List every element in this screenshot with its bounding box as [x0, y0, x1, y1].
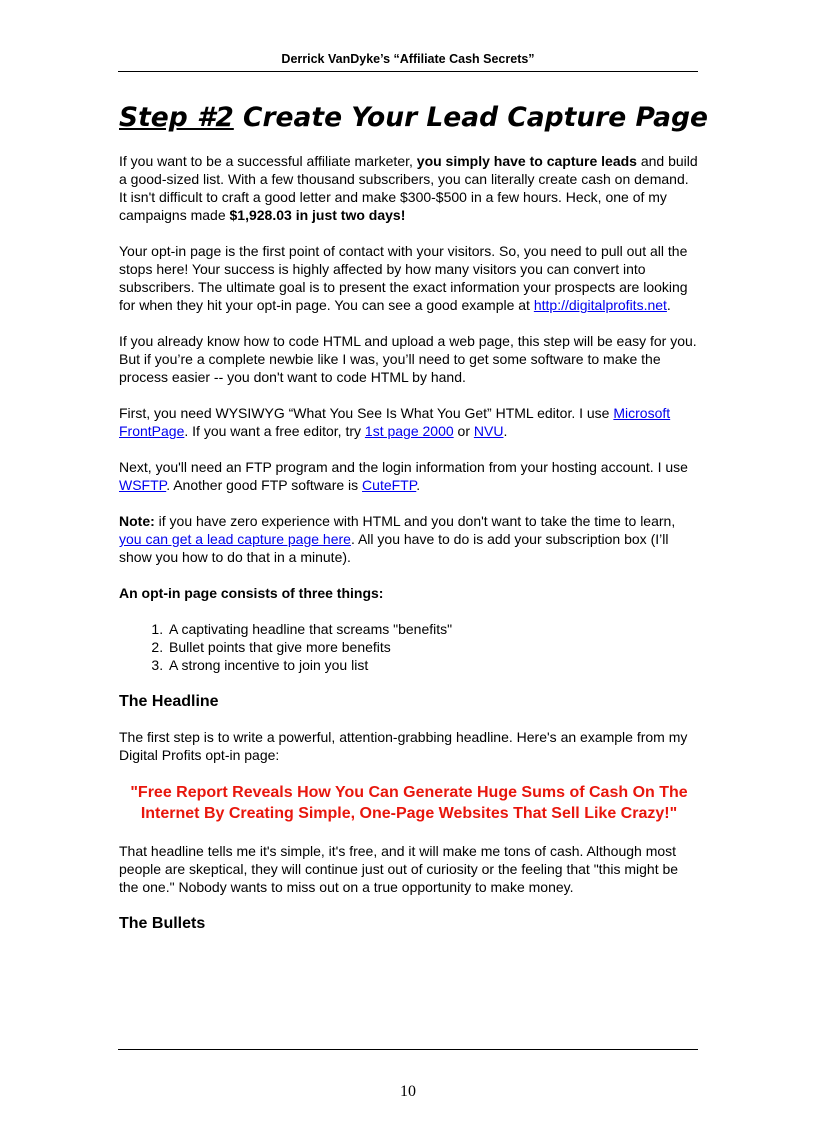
text-run: Your opt-in page is the first point of contact with your visitors. So, you need to pull out all the stops here! Your success is highly affected by how many visitors you can convert into subscribers. The ultimate goal is to present the exact information your prospects are looking for when they hit your opt-in page. You can see a good example at [119, 243, 688, 313]
text-run: or [453, 423, 474, 439]
page-content [119, 98, 709, 950]
text-run: . All you have to do is add your subscription box (I’ll show you how to do that in a minute). [119, 531, 669, 565]
frontpage-link[interactable]: Microsoft FrontPage [119, 405, 671, 439]
bold-text: $1,928.03 in just two days! [229, 207, 406, 223]
paragraph-opt-in-page [119, 242, 699, 314]
running-header: Derrick VanDyke’s “Affiliate Cash Secrets” [281, 52, 535, 66]
1st-page-2000-link[interactable]: 1st page 2000 [364, 423, 454, 439]
paragraph-ftp-program [119, 458, 699, 494]
list-item: 1. A captivating headline that screams "benefits" [167, 620, 699, 638]
list-item: 2. Bullet points that give more benefits [167, 638, 699, 656]
example-headline-quote: "Free Report Reveals How You Can Generate Huge Sums of Cash On The Internet By Creating Simple, One-Page Websites That Sell Like Crazy!" [130, 784, 688, 822]
text-run: and build a good-sized list. With a few thousand subscribers, you can literally create cash on demand. It isn't difficult to craft a good letter and make $300-$500 in a few hours. Heck, one of my campaigns made [119, 153, 698, 223]
text-run: . [416, 477, 421, 493]
paragraph-headline-intro: The first step is to write a powerful, attention-grabbing headline. Here's an example from my Digital Profits opt-in page: [119, 729, 688, 763]
step-title: Create Your Lead Capture Page [233, 102, 709, 133]
section-heading-bullets: The Bullets [119, 915, 206, 932]
digitalprofits-link[interactable]: http://digitalprofits.net [533, 297, 667, 313]
text-run: if you have zero experience with HTML and you don't want to take the time to learn, [154, 513, 676, 529]
text-run: First, you need WYSIWYG “What You See Is What You Get” HTML editor. I use [119, 405, 614, 421]
wsftp-link[interactable]: WSFTP [119, 477, 167, 493]
page-title [119, 98, 709, 138]
paragraph-note [119, 512, 699, 566]
cuteftp-link[interactable]: CuteFTP [362, 477, 417, 493]
list-item: 3. A strong incentive to join you list [167, 656, 699, 674]
page-number: 10 [400, 1083, 416, 1100]
note-label: Note: [119, 513, 155, 529]
opt-in-list [119, 620, 699, 674]
text-run: . Another good FTP software is [166, 477, 363, 493]
paragraph-capture-leads [119, 152, 699, 224]
text-run: . [503, 423, 508, 439]
text-run: . If you want a free editor, try [184, 423, 365, 439]
footer-divider [118, 1049, 698, 1050]
header-divider [118, 71, 698, 72]
paragraph-headline-analysis: That headline tells me it's simple, it's free, and it will make me tons of cash. Although most people are skeptical, they will continue just out of curiosity or the feeling that "this might be the one." Nobody wants to miss out on a true opportunity to make money. [119, 843, 679, 895]
paragraph-html-editor [119, 404, 699, 440]
lead-capture-page-link[interactable]: you can get a lead capture page here [119, 531, 351, 547]
text-run: If you want to be a successful affiliate marketer, [119, 153, 417, 169]
opt-in-subheading: An opt-in page consists of three things: [119, 585, 384, 601]
step-label: Step #2 [119, 102, 234, 133]
nvu-link[interactable]: NVU [473, 423, 504, 439]
text-run: Next, you'll need an FTP program and the login information from your hosting account. I use [119, 459, 688, 475]
text-run: . [666, 297, 671, 313]
section-heading-headline: The Headline [119, 693, 219, 710]
bold-text: you simply have to capture leads [416, 153, 637, 169]
paragraph-code-html: If you already know how to code HTML and upload a web page, this step will be easy for you. But if you’re a complete newbie like I was, you’ll need to get some software to make the process easier -- you don't want to code HTML by hand. [119, 333, 697, 385]
